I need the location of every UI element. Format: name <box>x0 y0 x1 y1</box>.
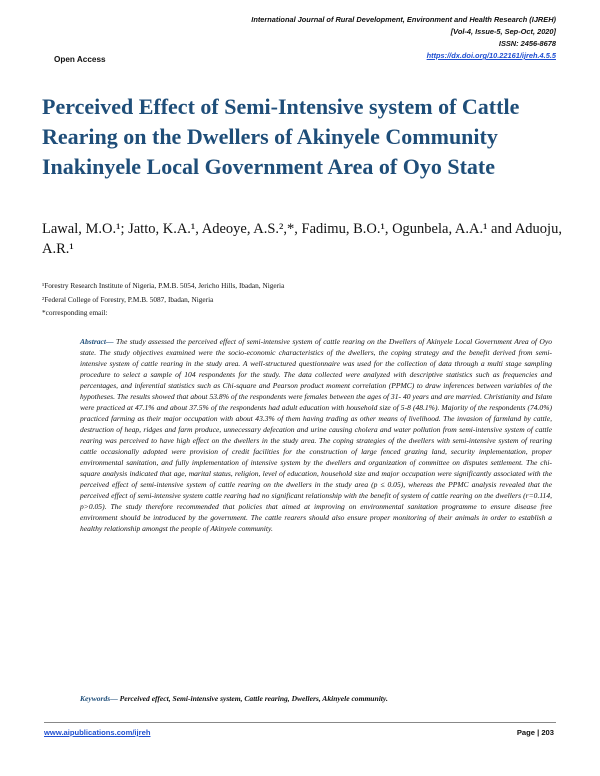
footer-website-link[interactable]: www.aipublications.com/ijreh <box>44 728 151 737</box>
keywords <box>80 694 552 703</box>
affiliation-2: ²Federal College of Forestry, P.M.B. 5087, Ibadan, Nigeria <box>42 295 214 304</box>
issn: ISSN: 2456-8678 <box>498 39 556 48</box>
paper-title: Perceived Effect of Semi-Intensive system of Cattle Rearing on the Dwellers of Akinyele Community Inakinyele Local Government Area of Oyo State <box>42 94 520 179</box>
volume-issue: [Vol-4, Issue-5, Sep-Oct, 2020] <box>450 27 556 36</box>
footer-divider <box>44 722 556 723</box>
abstract-text: The study assessed the perceived effect of semi-intensive system of cattle rearing on the Dwellers of Akinyele Local Government Area of Oyo state. The study objectives examined were the socio-economic characteristics of the dwellers, the coping strategy and the benefit derived from semi-intensive system of cattle rearing in the study area. A well-structured questionnaire was used for the collection of data through a multi stage sampling procedure to select a sample of 104 respondents for the study. The data collected were analyzed with descriptive statistics such as frequencies and percentages, and inferential statistics such as Chi-square and Pearson product moment correlation (PPMC) to draw inferences between variables of the hypotheses. The results showed that about 53.8% of the respondents were females between the ages of 31- 40 years and are married. Christianity and Islam were practiced at 47.1% and about 37.5% of the respondents had adult education with household size of 5-8 (48.1%). Majority of the respondents (74.0%) practiced farming as their major occupation with about 43.3% of them having trading as other means of livelihood. The invasion of farmland by cattle, destruction of heap, ridges and farm produce, unnecessary defecation and urine causing cholera and water pollution from semi-intensive system of cattle rearing was perceived to have high effect on the dwellers in the study area. The coping strategies of the dwellers with semi-intensive system of rearing cattle occasionally adopted were provision of credit facilities for the construction of large fenced grazing land, security implementation, proper environmental sanitation, and fully implementation of intensive system by the dwellers and organization of committee on disputes settlement. The chi-square analysis indicated that age, marital status, religion, level of education, household size and major occupation were significantly associated with the perceived effect of semi-intensive system of cattle rearing on the dwellers in the study area (p ≤ 0.05), whereas the PPMC analysis revealed that the perceived effect of semi-intensive system cattle rearing had no significant relationship with the benefit of system of cattle rearing on the dwellers (r=0.114, p>0.05). The study therefore recommended that policies that aimed at improving on environmental sanitation programme to ensure disease free environment should be introduced by the government. The cattle rearers should also ensure proper monitoring of their animals in order to establish a healthy relationship amongst the people of Akinyele community. <box>80 337 552 533</box>
abstract <box>80 336 552 534</box>
abstract-label: Abstract— <box>80 337 114 346</box>
doi-link[interactable]: https://dx.doi.org/10.22161/ijreh.4.5.5 <box>426 51 556 60</box>
keywords-text: Perceived effect, Semi-intensive system, Cattle rearing, Dwellers, Akinyele community. <box>117 694 388 703</box>
keywords-label: Keywords— <box>80 694 118 703</box>
author-list: Lawal, M.O.¹; Jatto, K.A.¹, Adeoye, A.S.²,*, Fadimu, B.O.¹, Ogunbela, A.A.¹ and Aduoju, A.R.¹ <box>42 221 562 257</box>
journal-name: International Journal of Rural Development, Environment and Health Research (IJREH) <box>251 15 556 24</box>
page-number: Page | 203 <box>516 728 554 737</box>
open-access-label: Open Access <box>54 55 106 64</box>
corresponding-email: *corresponding email: <box>42 308 108 317</box>
affiliation-1: ¹Forestry Research Institute of Nigeria, P.M.B. 5054, Jericho Hills, Ibadan, Nigeria <box>42 281 285 290</box>
